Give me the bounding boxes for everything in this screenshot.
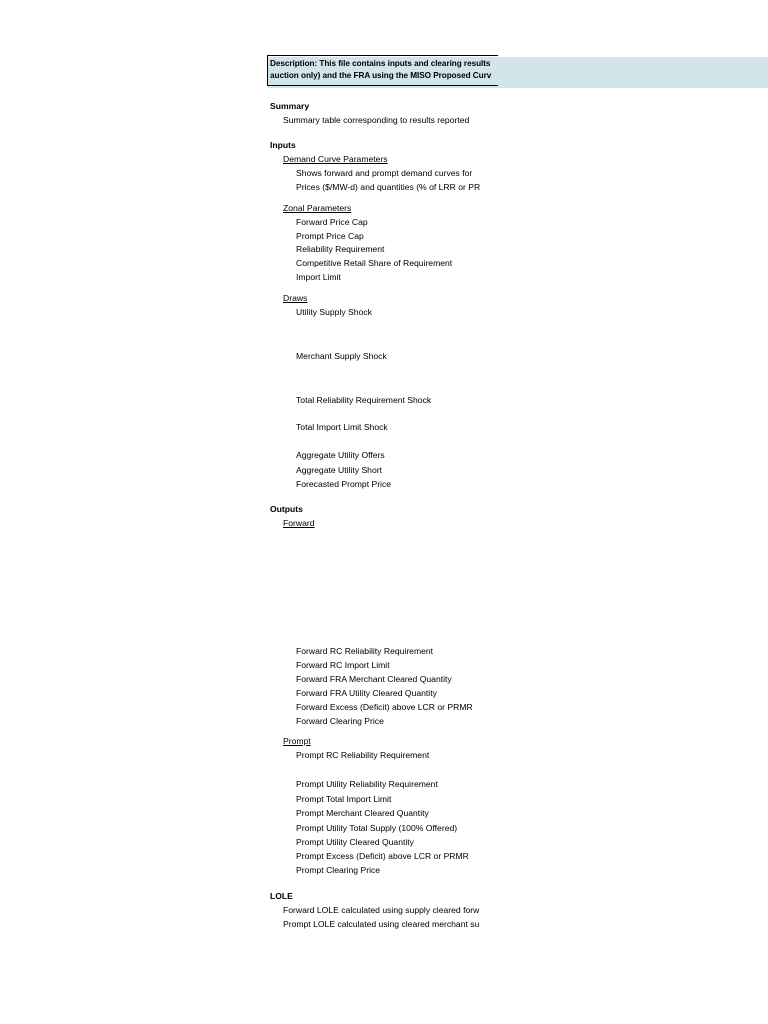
section-heading: Summary [270, 101, 310, 111]
outline-row [0, 202, 768, 214]
item-text: Aggregate Utility Short [296, 465, 382, 475]
subsection-heading: Zonal Parameters [283, 203, 352, 213]
outline-row [0, 807, 768, 819]
outline-row [0, 167, 768, 179]
outline-row [0, 139, 768, 151]
outline-row [0, 449, 768, 461]
outline-row [0, 478, 768, 490]
outline-row [0, 659, 768, 671]
outline-row [0, 793, 768, 805]
outline-row [0, 181, 768, 193]
item-text: Forward FRA Utility Cleared Quantity [296, 688, 437, 698]
item-text: Total Reliability Requirement Shock [296, 395, 432, 405]
section-heading: LOLE [270, 891, 293, 901]
item-text: Prompt Clearing Price [296, 865, 381, 875]
item-text: Prompt Utility Total Supply (100% Offered) [296, 823, 458, 833]
outline-row [0, 822, 768, 834]
item-text: Forward Clearing Price [296, 716, 384, 726]
item-text: Utility Supply Shock [296, 307, 372, 317]
item-text: Forecasted Prompt Price [296, 479, 392, 489]
item-text: Forward Price Cap [296, 217, 368, 227]
outline-row [0, 464, 768, 476]
description-line-1: Description: This file contains inputs and clearing results [270, 59, 491, 68]
outline-row [0, 701, 768, 713]
outline-row [0, 904, 768, 916]
outline-row [0, 749, 768, 761]
section-heading: Outputs [270, 504, 303, 514]
item-text: Prompt LOLE calculated using cleared merchant su [283, 919, 480, 929]
item-text: Merchant Supply Shock [296, 351, 387, 361]
item-text: Shows forward and prompt demand curves for [296, 168, 473, 178]
subsection-heading: Prompt [283, 736, 311, 746]
item-text: Forward RC Reliability Requirement [296, 646, 434, 656]
outline-row [0, 850, 768, 862]
item-text: Prompt Utility Cleared Quantity [296, 837, 414, 847]
description-line-2: auction only) and the FRA using the MISO Proposed Curv [270, 70, 492, 80]
subsection-heading: Forward [283, 518, 315, 528]
item-text: Prices ($/MW-d) and quantities (% of LRR or PR [296, 182, 481, 192]
outline-row [0, 243, 768, 255]
outline-row [0, 864, 768, 876]
outline-row [0, 836, 768, 848]
outline-row [0, 687, 768, 699]
item-text: Prompt Utility Reliability Requirement [296, 779, 438, 789]
outline-row [0, 715, 768, 727]
item-text: Prompt Merchant Cleared Quantity [296, 808, 429, 818]
outline-row [0, 673, 768, 685]
subsection-heading: Draws [283, 293, 308, 303]
section-heading: Inputs [270, 140, 296, 150]
item-text: Forward Excess (Deficit) above LCR or PRMR [296, 702, 473, 712]
outline-row [0, 100, 768, 112]
outline-row [0, 645, 768, 657]
outline-row [0, 292, 768, 304]
item-text: Prompt RC Reliability Requirement [296, 750, 430, 760]
item-text: Prompt Excess (Deficit) above LCR or PRMR [296, 851, 469, 861]
outline-row [0, 114, 768, 126]
item-text: Summary table corresponding to results reported [283, 115, 470, 125]
description-box [267, 55, 498, 86]
outline-row [0, 271, 768, 283]
outline-row [0, 153, 768, 165]
item-text: Total Import Limit Shock [296, 422, 388, 432]
item-text: Reliability Requirement [296, 244, 385, 254]
outline-row [0, 735, 768, 747]
outline-row [0, 918, 768, 930]
outline-row [0, 306, 768, 318]
outline-row [0, 257, 768, 269]
item-text: Forward RC Import Limit [296, 660, 390, 670]
outline-row [0, 517, 768, 529]
item-text: Forward FRA Merchant Cleared Quantity [296, 674, 452, 684]
outline-row [0, 503, 768, 515]
outline-row [0, 350, 768, 362]
item-text: Prompt Price Cap [296, 231, 364, 241]
outline-row [0, 216, 768, 228]
outline-row [0, 230, 768, 242]
item-text: Aggregate Utility Offers [296, 450, 385, 460]
item-text: Competitive Retail Share of Requirement [296, 258, 453, 268]
outline-row [0, 394, 768, 406]
outline-row [0, 421, 768, 433]
outline-row [0, 890, 768, 902]
item-text: Prompt Total Import Limit [296, 794, 392, 804]
subsection-heading: Demand Curve Parameters [283, 154, 388, 164]
item-text: Import Limit [296, 272, 341, 282]
outline-row [0, 778, 768, 790]
item-text: Forward LOLE calculated using supply cleared forw [283, 905, 480, 915]
